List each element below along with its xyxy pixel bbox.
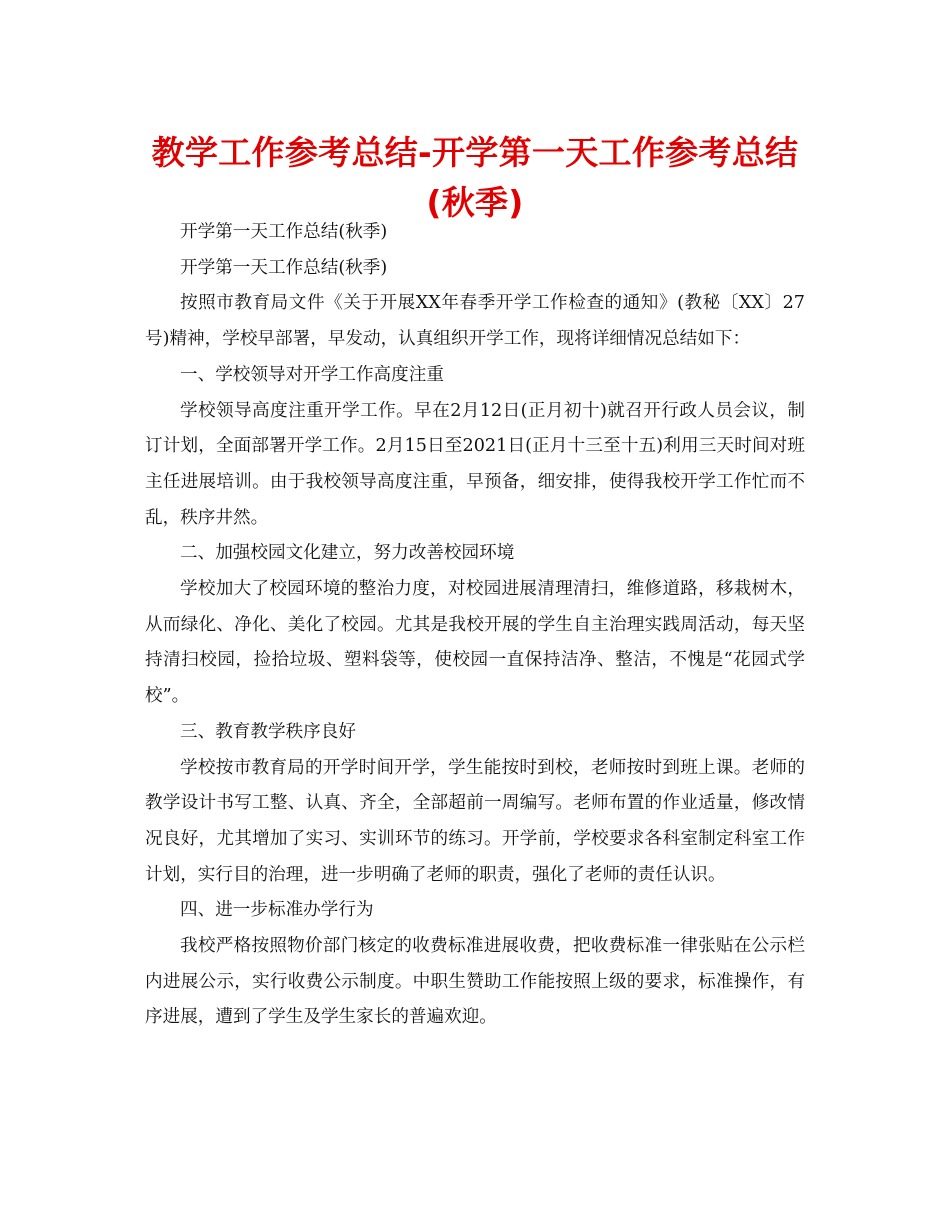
subtitle-line: 开学第一天工作总结(秋季) [180, 257, 388, 278]
section-paragraph-3: 学校按市教育局的开学时间开学，学生能按时到校，老师按时到班上课。老师的教学设计书写工整、认真、齐全，全部超前一周编写。老师布置的作业适量，修改情况良好，尤其增加了实习、实训环节的练习。开学前，学校要求各科室制定科室工作计划，实行目的治理，进一步明确了老师的职责，强化了老师的责任认识。 [145, 757, 805, 885]
section-paragraph-2: 学校加大了校园环境的整治力度，对校园进展清理清扫，维修道路，移栽树木，从而绿化、净化、美化了校园。尤其是我校开展的学生自主治理实践周活动，每天坚持清扫校园，捡拾垃圾、塑料袋等，使校园一直保持洁净、整洁，不愧是“花园式学校”。 [145, 579, 805, 707]
section-heading-4: 四、进一步标准办学行为 [180, 900, 374, 921]
subtitle-line: 开学第一天工作总结(秋季) [180, 222, 388, 242]
document-body [145, 215, 805, 1036]
section-heading-3: 三、教育教学秩序良好 [180, 721, 356, 742]
intro-paragraph: 按照市教育局文件《关于开展XX年春季开学工作检查的通知》(教秘〔XX〕27号)精神，学校早部署，早发动，认真组织开学工作，现将详细情况总结如下： [145, 293, 805, 350]
section-heading-2: 二、加强校园文化建立，努力改善校园环境 [180, 543, 515, 564]
document-title: 教学工作参考总结-开学第一天工作参考总结(秋季) [151, 133, 799, 222]
section-paragraph-4: 我校严格按照物价部门核定的收费标准进展收费，把收费标准一律张贴在公示栏内进展公示，实行收费公示制度。中职生赞助工作能按照上级的要求，标准操作，有序进展，遭到了学生及学生家长的普遍欢迎。 [145, 936, 805, 1028]
section-heading-1: 一、学校领导对开学工作高度注重 [180, 364, 444, 385]
section-paragraph-1: 学校领导高度注重开学工作。早在2月12日(正月初十)就召开行政人员会议，制订计划，全面部署开学工作。2月15日至2021日(正月十三至十五)利用三天时间对班主任进展培训。由于我校领导高度注重，早预备，细安排，使得我校开学工作忙而不乱，秩序井然。 [145, 400, 805, 528]
